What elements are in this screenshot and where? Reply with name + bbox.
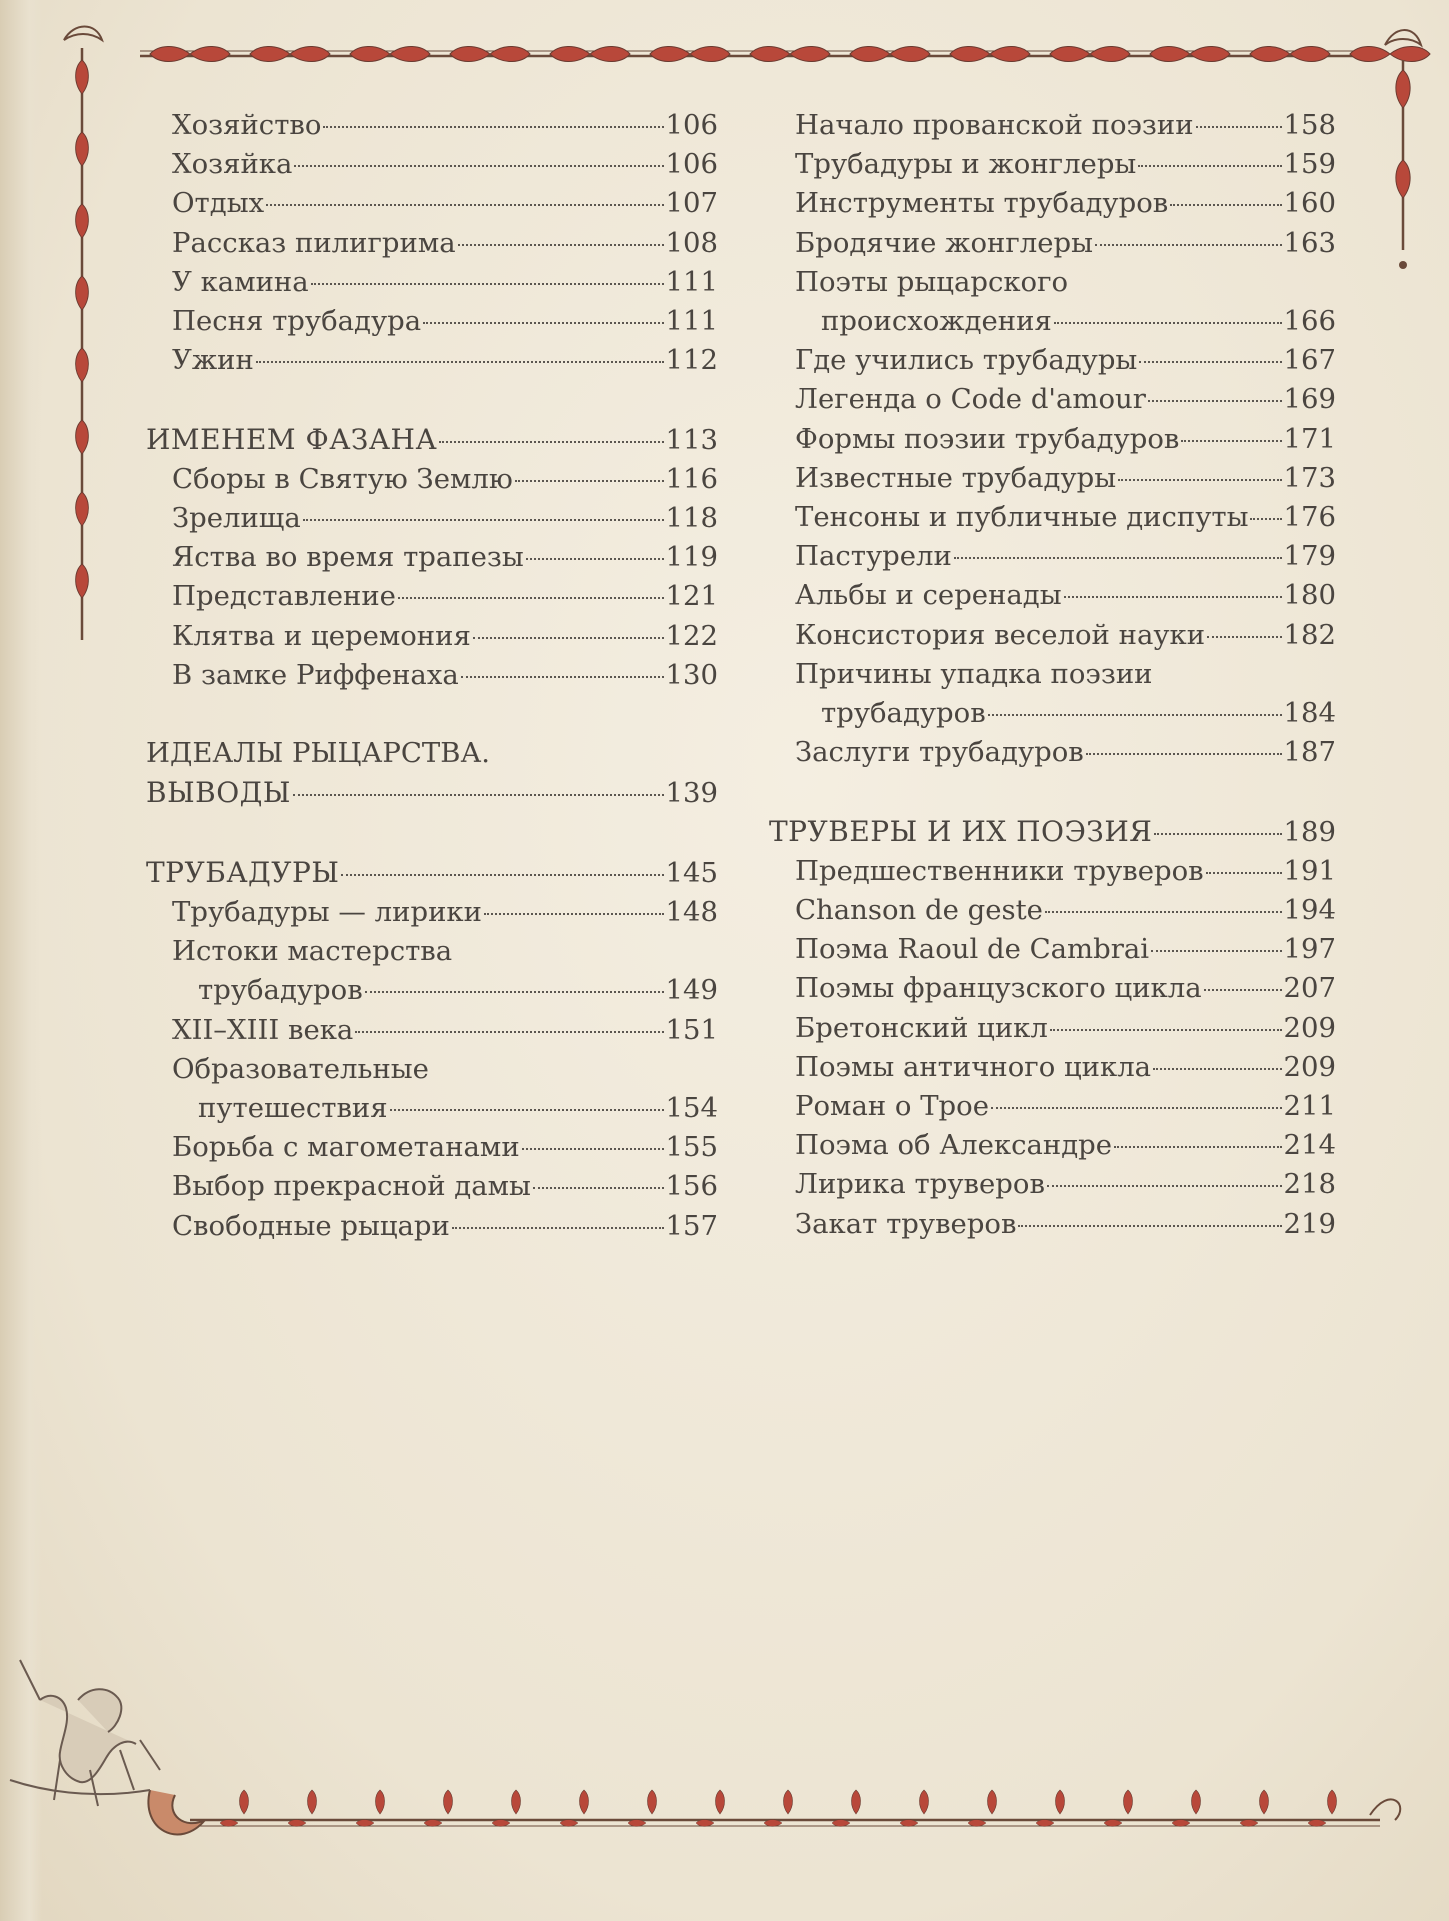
toc-entry-title-first-line: ИДЕАЛЫ РЫЦАРСТВА. <box>146 737 491 770</box>
dot-leader <box>311 283 664 285</box>
toc-entry-title: Трубадуры — лирики <box>172 896 482 929</box>
toc-page-number: 214 <box>1283 1129 1336 1162</box>
leaf-ornament <box>76 348 89 382</box>
toc-page-number: 179 <box>1283 540 1336 573</box>
toc-page-number: 160 <box>1283 187 1336 220</box>
dot-leader <box>1114 1146 1281 1148</box>
toc-page-number: 218 <box>1283 1168 1336 1201</box>
leaf-ornament <box>307 1790 316 1814</box>
dot-leader <box>452 1227 664 1229</box>
toc-entry-title: Лирика труверов <box>795 1168 1045 1201</box>
toc-column-right <box>769 106 1336 1244</box>
toc-page-number: 158 <box>1283 109 1336 141</box>
dot-leader <box>439 441 663 443</box>
toc-entry[interactable] <box>769 184 1336 223</box>
toc-page-number: 113 <box>665 423 718 456</box>
dot-leader <box>1170 204 1281 206</box>
toc-entry-title: Предшественники труверов <box>795 854 1204 887</box>
leaf-ornament <box>790 46 830 61</box>
toc-page-number: 209 <box>1283 1050 1336 1083</box>
dot-leader <box>1148 400 1282 402</box>
dot-leader <box>954 557 1282 559</box>
leaf-ornament <box>1290 46 1330 61</box>
toc-entry[interactable] <box>146 106 718 145</box>
toc-entry-title: происхождения <box>821 305 1052 338</box>
dot-leader <box>341 874 663 876</box>
leaf-ornament <box>290 46 330 61</box>
leaf-ornament <box>76 564 89 598</box>
toc-page-number: 116 <box>665 462 718 495</box>
toc-entry-title: Альбы и серенады <box>795 579 1062 612</box>
leaf-ornament <box>851 1790 860 1814</box>
leaf-ornament <box>1123 1790 1132 1814</box>
leaf-ornament <box>590 46 630 61</box>
toc-entry[interactable] <box>769 694 1336 733</box>
toc-page-number: 219 <box>1283 1207 1336 1240</box>
toc-entry-title: Закат труверов <box>795 1207 1017 1240</box>
toc-page-number: 182 <box>1283 618 1336 651</box>
toc-entry-title: Пастурели <box>795 540 952 573</box>
toc-entry-title: Поэмы французского цикла <box>795 972 1202 1005</box>
toc-entry[interactable] <box>769 498 1336 537</box>
toc-entry-title: ИМЕНЕМ ФАЗАНА <box>146 422 438 456</box>
dot-leader <box>1154 833 1281 835</box>
dot-leader <box>1047 1185 1282 1187</box>
leaf-ornament <box>650 46 690 61</box>
left-border <box>64 27 102 641</box>
toc-page-number: 107 <box>665 187 718 220</box>
toc-entry-title: Бретонский цикл <box>795 1011 1048 1044</box>
toc-page-number: 187 <box>1283 736 1336 769</box>
toc-entry[interactable] <box>146 184 718 223</box>
toc-entry[interactable] <box>769 420 1336 459</box>
toc-entry-title: Поэма об Александре <box>795 1129 1113 1162</box>
dot-leader <box>991 1107 1282 1109</box>
toc-column-left <box>146 106 718 1246</box>
leaf-ornament <box>750 46 790 61</box>
toc-entry-title: Роман о Трое <box>795 1090 989 1123</box>
leaf-ornament <box>76 204 89 238</box>
dot-leader <box>1086 753 1282 755</box>
toc-page-number: 166 <box>1283 305 1336 338</box>
toc-page-number: 119 <box>665 541 718 574</box>
toc-page-number: 122 <box>665 619 718 652</box>
section-gap <box>146 380 718 419</box>
toc-entry[interactable] <box>146 577 718 616</box>
toc-entry-title: ТРУВЕРЫ И ИХ ПОЭЗИЯ <box>769 814 1153 848</box>
leaf-ornament <box>987 1790 996 1814</box>
bottom-border <box>148 1790 1400 1834</box>
section-gap <box>146 814 718 853</box>
leaf-ornament <box>250 46 290 61</box>
leaf-ornament <box>783 1790 792 1814</box>
toc-entry-title: XII–XIII века <box>172 1013 354 1046</box>
toc-entry-title: Легенда о Code d'amour <box>795 383 1146 416</box>
leaf-ornament <box>1190 46 1230 61</box>
dot-leader <box>390 1109 664 1111</box>
toc-entry[interactable] <box>769 302 1336 341</box>
toc-entry[interactable] <box>769 969 1336 1008</box>
toc-page-number: 171 <box>1283 422 1336 455</box>
toc-entry[interactable] <box>769 341 1336 380</box>
toc-entry[interactable] <box>769 106 1336 145</box>
toc-entry-title: Начало прованской поэзии <box>795 109 1194 141</box>
toc-entry[interactable] <box>769 1205 1336 1244</box>
toc-chapter[interactable] <box>146 420 718 460</box>
toc-entry-title: Зрелища <box>172 502 301 535</box>
dot-leader <box>988 714 1282 716</box>
toc-entry-title: Клятва и церемония <box>172 619 471 652</box>
toc-page-number: 145 <box>665 856 718 889</box>
toc-entry[interactable] <box>769 1126 1336 1165</box>
leaf-ornament <box>1150 46 1190 61</box>
dot-leader <box>1054 322 1282 324</box>
dot-leader <box>365 991 664 993</box>
leaf-ornament <box>1390 46 1430 61</box>
leaf-ornament <box>647 1790 656 1814</box>
leaf-ornament <box>1350 46 1390 61</box>
leaf-ornament <box>715 1790 724 1814</box>
toc-entry-title: Отдых <box>172 187 265 220</box>
toc-page-number: 148 <box>665 896 718 929</box>
dot-leader <box>1095 244 1281 246</box>
toc-entry-title: Бродячие жонглеры <box>795 226 1094 259</box>
toc-page-number: 167 <box>1283 344 1336 377</box>
toc-page-number: 106 <box>665 148 718 181</box>
toc-page-number: 112 <box>665 344 718 377</box>
right-border <box>1385 30 1421 269</box>
leaf-ornament <box>1191 1790 1200 1814</box>
dot-leader <box>533 1187 664 1189</box>
toc-entry-title: Ужин <box>172 344 254 377</box>
toc-entry[interactable] <box>769 145 1336 184</box>
dot-leader <box>303 519 664 521</box>
toc-page-number: 207 <box>1283 972 1336 1005</box>
leaf-ornament <box>1055 1790 1064 1814</box>
dot-leader <box>355 1031 663 1033</box>
toc-chapter[interactable] <box>146 853 718 893</box>
toc-page-number: 155 <box>665 1131 718 1164</box>
toc-entry-title: Поэма Raoul de Cambrai <box>795 933 1150 966</box>
dot-leader <box>458 244 664 246</box>
toc-page-number: 111 <box>665 305 718 338</box>
toc-entry-title: ТРУБАДУРЫ <box>146 855 340 889</box>
dot-leader <box>473 637 664 639</box>
leaf-ornament <box>511 1790 520 1814</box>
toc-page-number: 211 <box>1283 1090 1336 1123</box>
toc-entry-title: Рассказ пилигрима <box>172 226 456 259</box>
toc-entry-title-first-line: Причины упадка поэзии <box>795 657 1153 690</box>
toc-entry[interactable] <box>146 224 718 263</box>
toc-entry[interactable] <box>146 499 718 538</box>
toc-page-number: 180 <box>1283 579 1336 612</box>
toc-entry[interactable] <box>146 263 718 302</box>
toc-entry-title-first-line: Истоки мастерства <box>172 935 453 968</box>
leaf-ornament <box>1327 1790 1336 1814</box>
toc-entry-title: Chanson de geste <box>795 894 1043 927</box>
toc-page-number: 184 <box>1283 697 1336 730</box>
leaf-ornament <box>579 1790 588 1814</box>
toc-entry[interactable] <box>146 1167 718 1206</box>
toc-page-number: 106 <box>665 109 718 141</box>
leaf-ornament <box>1259 1790 1268 1814</box>
toc-entry-title: Выбор прекрасной дамы <box>172 1170 531 1203</box>
toc-entry[interactable] <box>146 538 718 577</box>
dot-leader <box>256 361 664 363</box>
leaf-ornament <box>490 46 530 61</box>
toc-entry-title: Поэмы античного цикла <box>795 1050 1152 1083</box>
toc-entry-title: трубадуров <box>198 974 363 1007</box>
toc-entry-title: Хозяйство <box>172 109 322 141</box>
toc-entry-title: путешествия <box>198 1092 388 1125</box>
toc-entry-title: В замке Риффенаха <box>172 658 459 691</box>
dot-leader <box>1181 440 1281 442</box>
dot-leader <box>1138 165 1281 167</box>
toc-entry-title: Представление <box>172 580 396 613</box>
toc-page-number: 118 <box>665 502 718 535</box>
dot-leader <box>294 165 663 167</box>
toc-entry-title: Известные трубадуры <box>795 461 1117 494</box>
leaf-ornament <box>1050 46 1090 61</box>
toc-entry-title: Инструменты трубадуров <box>795 187 1169 220</box>
toc-page-number: 209 <box>1283 1011 1336 1044</box>
toc-entry[interactable] <box>769 1048 1336 1087</box>
toc-entry[interactable] <box>146 341 718 380</box>
toc-entry-title-first-line: Образовательные <box>172 1052 429 1085</box>
toc-page-number: 154 <box>665 1092 718 1125</box>
toc-page-number: 176 <box>1283 501 1336 534</box>
leaf-ornament <box>239 1790 248 1814</box>
toc-entry[interactable] <box>146 145 718 184</box>
toc-entry[interactable] <box>146 893 718 932</box>
toc-entry[interactable] <box>146 656 718 695</box>
toc-entry[interactable] <box>769 1009 1336 1048</box>
dot-leader <box>1018 1225 1281 1227</box>
section-gap <box>769 772 1336 811</box>
dot-leader <box>1139 361 1281 363</box>
dot-leader <box>461 676 664 678</box>
toc-entry-title: Где учились трубадуры <box>795 344 1138 377</box>
toc-entry[interactable] <box>769 380 1336 419</box>
toc-entry-title: Тенсоны и публичные диспуты <box>795 501 1249 534</box>
dot-leader <box>1153 1068 1281 1070</box>
toc-entry[interactable] <box>146 1089 718 1128</box>
toc-entry[interactable] <box>769 459 1336 498</box>
toc-page-number: 194 <box>1283 894 1336 927</box>
toc-entry[interactable] <box>769 224 1336 263</box>
toc-page-number: 163 <box>1283 226 1336 259</box>
toc-entry[interactable] <box>146 1128 718 1167</box>
toc-entry-title: Свободные рыцари <box>172 1209 450 1242</box>
leaf-ornament <box>1396 160 1410 198</box>
leaf-ornament <box>76 60 89 94</box>
toc-entry-title: Формы поэзии трубадуров <box>795 422 1180 455</box>
toc-page-number: 157 <box>665 1209 718 1242</box>
knight-on-horse-icon <box>10 1660 160 1806</box>
toc-entry[interactable] <box>146 1011 718 1050</box>
leaf-ornament <box>890 46 930 61</box>
dot-leader <box>484 913 664 915</box>
toc-entry[interactable] <box>769 1165 1336 1204</box>
toc-chapter[interactable] <box>146 773 718 813</box>
leaf-ornament <box>850 46 890 61</box>
toc-entry-title: Трубадуры и жонглеры <box>795 148 1137 181</box>
section-gap <box>146 695 718 734</box>
leaf-ornament <box>950 46 990 61</box>
leaf-ornament <box>1090 46 1130 61</box>
leaf-ornament <box>76 492 89 526</box>
dot-leader <box>293 794 664 796</box>
toc-page-number: 108 <box>665 226 718 259</box>
dot-leader <box>1207 636 1281 638</box>
toc-entry[interactable] <box>769 733 1336 772</box>
dot-leader <box>1050 1029 1282 1031</box>
leaf-ornament <box>76 132 89 166</box>
leaf-ornament <box>390 46 430 61</box>
leaf-ornament <box>443 1790 452 1814</box>
toc-entry[interactable] <box>769 891 1336 930</box>
toc-page-number: 151 <box>665 1013 718 1046</box>
dot-leader <box>1045 911 1282 913</box>
toc-entry-title: Заслуги трубадуров <box>795 736 1084 769</box>
dot-leader <box>1151 950 1281 952</box>
dot-leader <box>1204 989 1282 991</box>
toc-entry-title: У камина <box>172 265 309 298</box>
toc-page-number: 169 <box>1283 383 1336 416</box>
dot-leader <box>323 126 663 128</box>
toc-entry[interactable] <box>146 302 718 341</box>
leaf-ornament <box>76 276 89 310</box>
toc-chapter[interactable] <box>769 812 1336 852</box>
toc-entry-title: Сборы в Святую Землю <box>172 462 513 495</box>
leaf-ornament <box>1250 46 1290 61</box>
toc-entry-title: трубадуров <box>821 697 986 730</box>
dot-leader <box>522 1148 664 1150</box>
dot-leader <box>423 322 663 324</box>
leaf-ornament <box>375 1790 384 1814</box>
toc-entry[interactable] <box>146 1207 718 1246</box>
toc-page-number: 197 <box>1283 933 1336 966</box>
toc-page-number: 139 <box>665 777 718 810</box>
toc-entry[interactable] <box>146 617 718 656</box>
dot-leader <box>1196 126 1282 128</box>
leaf-ornament <box>76 420 89 454</box>
toc-entry[interactable] <box>769 537 1336 576</box>
toc-entry[interactable] <box>769 852 1336 891</box>
toc-entry-title: Песня трубадура <box>172 305 422 338</box>
leaf-ornament <box>190 46 230 61</box>
dot-leader <box>526 558 664 560</box>
toc-entry[interactable] <box>769 576 1336 615</box>
toc-entry[interactable] <box>769 1087 1336 1126</box>
dot-leader <box>266 204 663 206</box>
leaf-ornament <box>550 46 590 61</box>
leaf-ornament <box>1396 70 1410 108</box>
toc-entry[interactable] <box>769 616 1336 655</box>
dot-leader <box>515 480 664 482</box>
toc-page-number: 149 <box>665 974 718 1007</box>
toc-page-number: 156 <box>665 1170 718 1203</box>
toc-entry[interactable] <box>146 460 718 499</box>
leaf-ornament <box>350 46 390 61</box>
toc-entry-title: Консистория веселой науки <box>795 618 1206 651</box>
leaf-ornament <box>150 46 190 61</box>
dot-leader <box>1206 872 1282 874</box>
leaf-ornament <box>919 1790 928 1814</box>
dot-leader <box>1064 596 1282 598</box>
toc-entry-title: Яства во время трапезы <box>172 541 524 574</box>
dot-leader <box>1250 518 1281 520</box>
leaf-ornament <box>450 46 490 61</box>
toc-page-number: 173 <box>1283 461 1336 494</box>
toc-page-number: 121 <box>665 580 718 613</box>
toc-entry-title: Хозяйка <box>172 148 293 181</box>
leaf-ornament <box>990 46 1030 61</box>
toc-entry-title: ВЫВОДЫ <box>146 776 291 810</box>
toc-page-number: 189 <box>1283 815 1336 848</box>
dot-leader <box>1118 479 1281 481</box>
toc-entry-title: Борьба с магометанами <box>172 1131 520 1164</box>
leaf-ornament <box>690 46 730 61</box>
toc-entry-title-first-line: Поэты рыцарского <box>795 265 1069 298</box>
toc-page-number: 130 <box>665 658 718 691</box>
toc-entry[interactable] <box>769 930 1336 969</box>
toc-page-number: 111 <box>665 265 718 298</box>
dot-leader <box>398 597 664 599</box>
toc-page-number: 191 <box>1283 854 1336 887</box>
toc-page-number: 159 <box>1283 148 1336 181</box>
toc-entry[interactable] <box>146 971 718 1010</box>
